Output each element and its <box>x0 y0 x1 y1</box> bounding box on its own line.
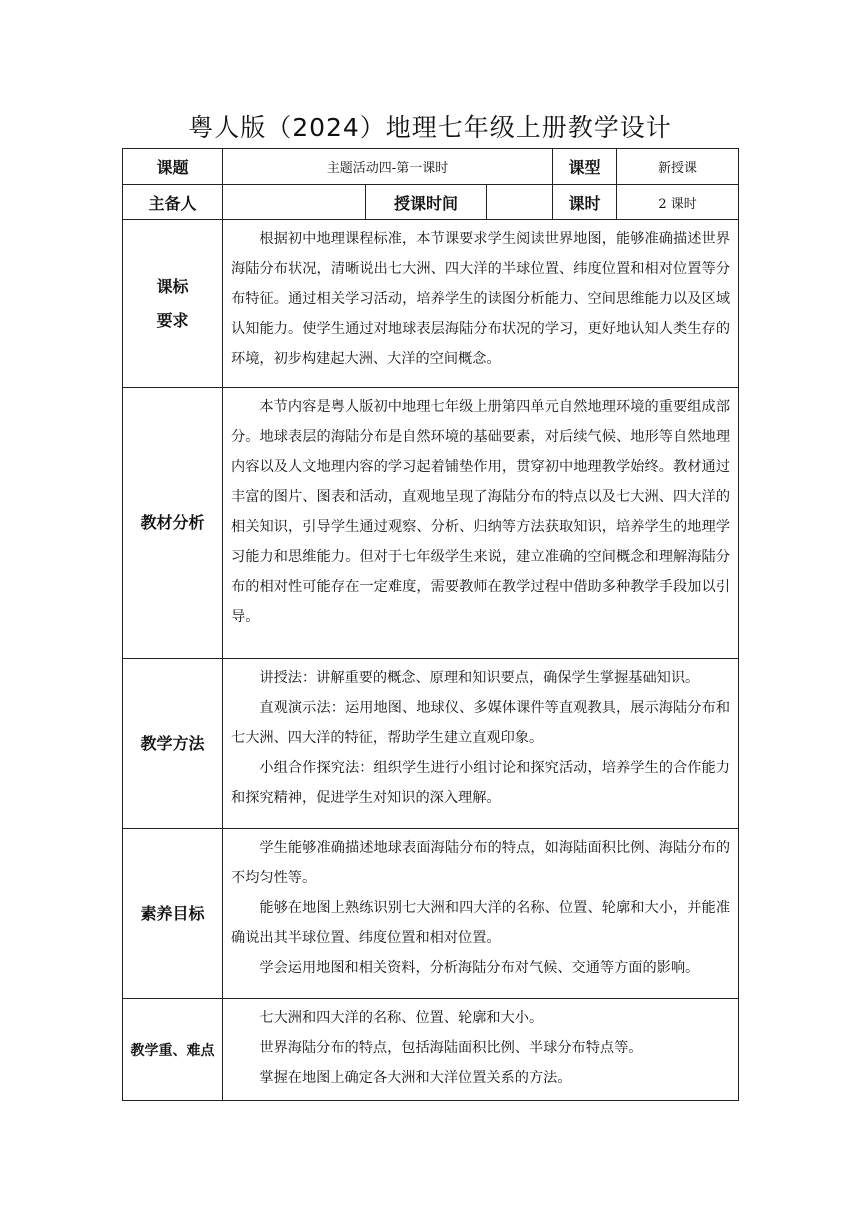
lesson-label: 课题 <box>123 149 223 185</box>
time-value <box>487 185 553 220</box>
section-label-methods: 教学方法 <box>123 659 223 829</box>
type-label: 课型 <box>553 149 617 185</box>
section-goals <box>123 829 739 999</box>
preparer-label: 主备人 <box>123 185 223 220</box>
hours-value: 2 课时 <box>617 185 739 220</box>
section-body-keypoints <box>223 999 739 1101</box>
section-paragraph: 掌握在地图上确定各大洲和大洋位置关系的方法。 <box>259 1070 572 1086</box>
section-body-textbook <box>223 388 739 659</box>
section-label-textbook: 教材分析 <box>123 388 223 659</box>
time-label: 授课时间 <box>366 185 487 220</box>
section-label-goals: 素养目标 <box>123 829 223 999</box>
section-paragraph: 能够在地图上熟练识别七大洲和四大洋的名称、位置、轮廓和大小，并能准确说出其半球位置、纬度位置和相对位置。 <box>231 900 731 946</box>
section-label-line-1: 课标 <box>156 276 189 296</box>
section-paragraph: 世界海陆分布的特点，包括海陆面积比例、半球分布特点等。 <box>259 1040 643 1056</box>
hours-label: 课时 <box>553 185 617 220</box>
section-body-goals <box>223 829 739 999</box>
section-label-keypoints: 教学重、难点 <box>123 999 223 1101</box>
section-paragraph: 七大洲和四大洋的名称、位置、轮廓和大小。 <box>259 1010 544 1026</box>
section-paragraph: 学生能够准确描述地球表面海陆分布的特点，如海陆面积比例、海陆分布的不均匀性等。 <box>231 840 731 886</box>
section-label-curriculum <box>123 220 223 388</box>
lesson-plan-table <box>122 148 739 1101</box>
section-paragraph: 根据初中地理课程标准，本节课要求学生阅读世界地图，能够准确描述世界海陆分布状况，清晰说出七大洲、四大洋的半球位置、纬度位置和相对位置等分布特征。通过相关学习活动，培养学生的读图分析能力、空间思维能力以及区域认知能力。使学生通过对地球表层海陆分布状况的学习，更好地认知人类生存的环境，初步构建起大洲、大洋的空间概念。 <box>231 231 731 367</box>
document-title: 粤人版（2024）地理七年级上册教学设计 <box>188 113 672 142</box>
section-body-methods <box>223 659 739 829</box>
section-paragraph: 讲授法：讲解重要的概念、原理和知识要点，确保学生掌握基础知识。 <box>259 670 700 686</box>
type-value: 新授课 <box>617 149 739 185</box>
section-paragraph: 本节内容是粤人版初中地理七年级上册第四单元自然地理环境的重要组成部分。地球表层的海陆分布是自然环境的基础要素，对后续气候、地形等自然地理内容以及人文地理内容的学习起着铺垫作用，贯穿初中地理教学始终。教材通过丰富的图片、图表和活动，直观地呈现了海陆分布的特点以及七大洲、四大洋的相关知识，引导学生通过观察、分析、归纳等方法获取知识，培养学生的地理学习能力和思维能力。但对于七年级学生来说，建立准确的空间概念和理解海陆分布的相对性可能存在一定难度，需要教师在教学过程中借助多种教学手段加以引导。 <box>231 399 731 625</box>
section-curriculum <box>123 220 739 388</box>
section-body-curriculum <box>223 220 739 388</box>
section-textbook <box>123 388 739 659</box>
section-paragraph: 小组合作探究法：组织学生进行小组讨论和探究活动，培养学生的合作能力和探究精神，促进学生对知识的深入理解。 <box>231 760 731 806</box>
header-row-1 <box>123 149 739 185</box>
section-methods <box>123 659 739 829</box>
section-paragraph: 直观演示法：运用地图、地球仪、多媒体课件等直观教具，展示海陆分布和七大洲、四大洋的特征，帮助学生建立直观印象。 <box>231 700 731 746</box>
section-paragraph: 学会运用地图和相关资料，分析海陆分布对气候、交通等方面的影响。 <box>259 960 700 976</box>
preparer-value <box>223 185 366 220</box>
section-label-line-2: 要求 <box>156 310 189 330</box>
lesson-value: 主题活动四-第一课时 <box>223 149 553 185</box>
section-keypoints <box>123 999 739 1101</box>
header-row-2 <box>123 185 739 220</box>
